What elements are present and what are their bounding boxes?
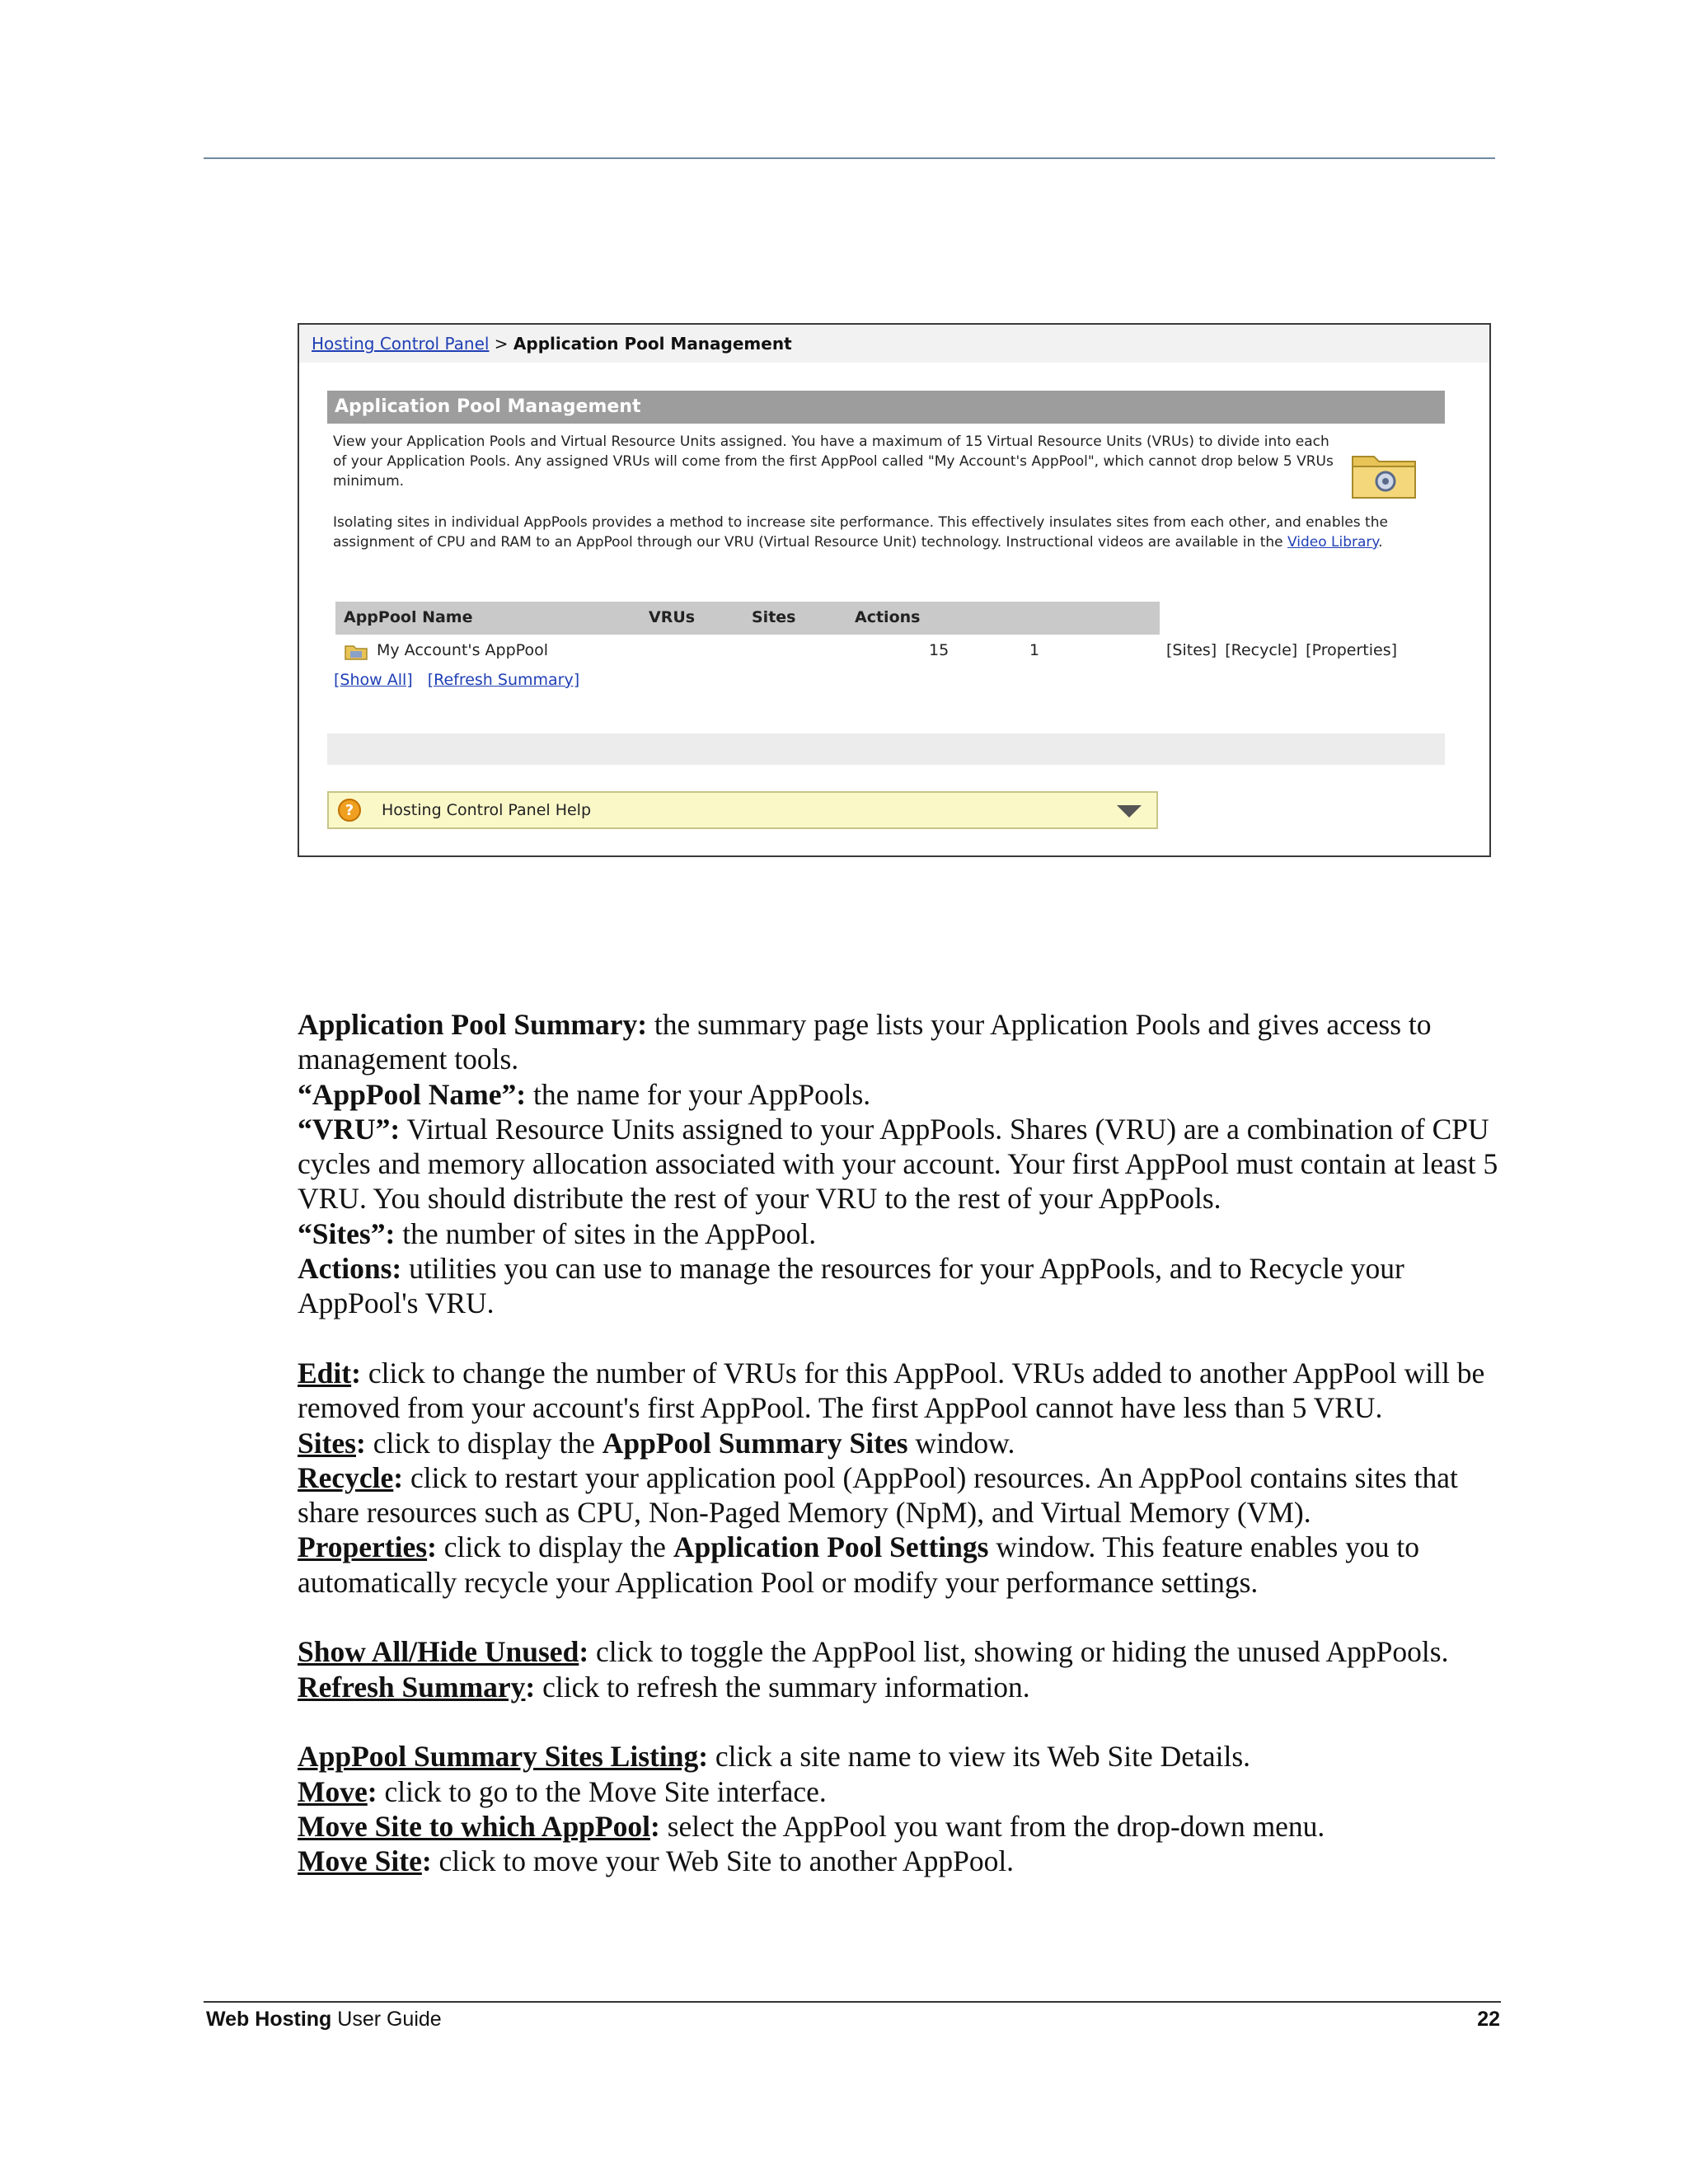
spacer-bar [327,733,1445,765]
col-actions: Actions [855,608,921,626]
sites-action-link[interactable]: [Sites] [1166,641,1217,659]
col-apppool-name: AppPool Name [344,608,473,626]
actions-definition: Actions: utilities you can use to manage the resources for your AppPools, and to Recycle your AppPool's VRU. [298,1252,1404,1320]
body-text [298,1007,1517,1878]
breadcrumb-bar [299,325,1489,363]
apppool-vrus: 15 [929,641,950,659]
sites-listing-definition: AppPool Summary Sites Listing: click a site name to view its Web Site Details. [298,1740,1251,1774]
properties-definition: Properties: click to display the Application Pool Settings window. This feature enables you to automatically recycle your Application Pool or modify your performance settings. [298,1530,1419,1599]
move-which-definition: Move Site to which AppPool: select the AppPool you want from the drop-down menu. [298,1809,1325,1843]
recycle-action-link[interactable]: [Recycle] [1225,641,1298,659]
refresh-summary-definition: Refresh Summary: click to refresh the summary information. [298,1670,1030,1704]
page-number: 22 [1477,2008,1500,2031]
show-all-link[interactable]: [Show All] [334,671,413,689]
row-actions [1166,641,1405,659]
apppool-icon [344,641,368,661]
panel-description-1: View your Application Pools and Virtual Resource Units assigned. You have a maximum of 15 Virtual Resource Units (VRUs) to divide into each of your Application Pools. Any assigned VRUs will come from the first AppPool called "My Account's AppPool", which cannot drop below 5 VRUs minimum. [333,434,1334,490]
sites-action-definition: Sites: click to display the AppPool Summary Sites window. [298,1426,1015,1460]
breadcrumb-separator: > [494,334,509,354]
move-definition: Move: click to go to the Move Site interface. [298,1774,827,1808]
breadcrumb-root-link[interactable]: Hosting Control Panel [312,334,490,354]
sites-definition: “Sites”: the number of sites in the AppPool. [298,1216,817,1250]
vru-definition: “VRU”: Virtual Resource Units assigned to your AppPools. Shares (VRU) are a combination of CPU cycles and memory allocation associated with your account. Your first AppPool must contain at least 5 VRU. You should distribute the rest of your VRU to the rest of your AppPools. [298,1112,1498,1216]
header-rule [204,157,1495,159]
table-row [335,635,1448,666]
panel-description-2: Isolating sites in individual AppPools provides a method to increase site performance. This effectively insulates sites from each other, and enables the assignment of CPU and RAM to an AppPool through our VRU (Virtual Resource Unit) technology. Instructional videos are available in the Video Library. [333,514,1388,551]
recycle-definition: Recycle: click to restart your application pool (AppPool) resources. An AppPool contains sites that share resources such as CPU, Non-Paged Memory (NpM), and Virtual Memory (VM). [298,1460,1458,1530]
col-sites: Sites [752,608,796,626]
video-library-link[interactable]: Video Library [1287,534,1379,551]
show-all-definition: Show All/Hide Unused: click to toggle the AppPool list, showing or hiding the unused AppPools. [298,1635,1449,1669]
move-site-definition: Move Site: click to move your Web Site to another AppPool. [298,1844,1015,1878]
apppool-sites: 1 [1029,641,1040,659]
breadcrumb-current: Application Pool Management [513,334,792,354]
col-vrus: VRUs [649,608,696,626]
properties-action-link[interactable]: [Properties] [1306,641,1398,659]
folder-gear-icon [1349,448,1422,503]
apppool-name[interactable]: My Account's AppPool [377,641,548,659]
table-footer-links [334,671,594,689]
expand-caret-icon[interactable] [1115,803,1143,819]
refresh-summary-link[interactable]: [Refresh Summary] [427,671,580,689]
summary-paragraph: Application Pool Summary: the summary page lists your Application Pools and gives access to management tools. [298,1008,1432,1076]
apppool-name-definition: “AppPool Name”: the name for your AppPools. [298,1077,871,1111]
table-header [335,602,1160,635]
app-pool-screenshot [298,323,1491,857]
help-label: Hosting Control Panel Help [382,801,592,819]
footer-title: Web Hosting User Guide [206,2008,442,2031]
panel-title: Application Pool Management [327,391,1445,424]
help-panel[interactable] [327,791,1158,829]
edit-definition: Edit: click to change the number of VRUs for this AppPool. VRUs added to another AppPool will be removed from your account's first AppPool. The first AppPool cannot have less than 5 VRU. [298,1356,1485,1425]
breadcrumb [312,334,792,354]
help-question-icon [337,798,362,823]
footer-rule [204,2001,1501,2003]
svg-text:?: ? [345,802,354,819]
